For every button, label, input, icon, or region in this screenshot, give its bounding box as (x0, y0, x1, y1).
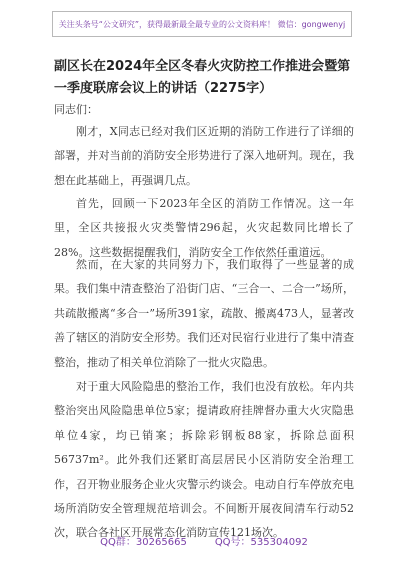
qq-number-text: QQ号：535304092 (214, 537, 308, 548)
qq-group-text: QQ群：30265665 (100, 537, 187, 548)
footer-contacts (0, 533, 408, 548)
paragraph-4: 对于重大风险隐患的整治工作，我们也没有放松。年内共整治突出风险隐患单位5家；提请政府挂牌督办重大火灾隐患单位4家，均已销案；拆除彩钢板88家，拆除总面积56737m²。此外我们还紧盯高层居民小区消防安全治理工作，召开物业服务企业火灾警示约谈会。电动自行车停放充电场所消防安全管理规范培训会。不间断开展夜间清车行动52次，联合各社区开展常态化消防宣传121场次。 (54, 380, 354, 540)
paragraph-1: 刚才，X同志已经对我们区近期的消防工作进行了详细的部署，并对当前的消防安全形势进行了深入地研判。现在，我想在此基础上，再强调几点。 (54, 125, 354, 187)
promo-banner (52, 11, 352, 37)
salutation: 同志们： (54, 103, 98, 116)
promo-banner-text: 关注头条号“公文研究”，获得最新最全最专业的公文资料库！ 微信：gongwenyj (58, 19, 346, 29)
paragraph-2: 首先，回顾一下2023年全区的消防工作情况。这一年里，全区共接报火灾类警情296起，火灾起数同比增长了28%。这些数据提醒我们，消防安全工作依然任重道远。 (54, 197, 354, 259)
paragraph-3: 然而，在大家的共同努力下，我们取得了一些显著的成果。我们集中清查整治了沿街门店、“三合一、二合一”场所，共疏散搬离“多合一”场所391家，疏散、搬离473人，显著改善了辖区的消防安全形势。我们还对民宿行业进行了集中清查整治，推动了相关单位消除了一批火灾隐患。 (54, 258, 354, 369)
document-title: 副区长在2024年全区冬春火灾防控工作推进会暨第一季度联席会议上的讲话（2275字） (54, 59, 351, 96)
